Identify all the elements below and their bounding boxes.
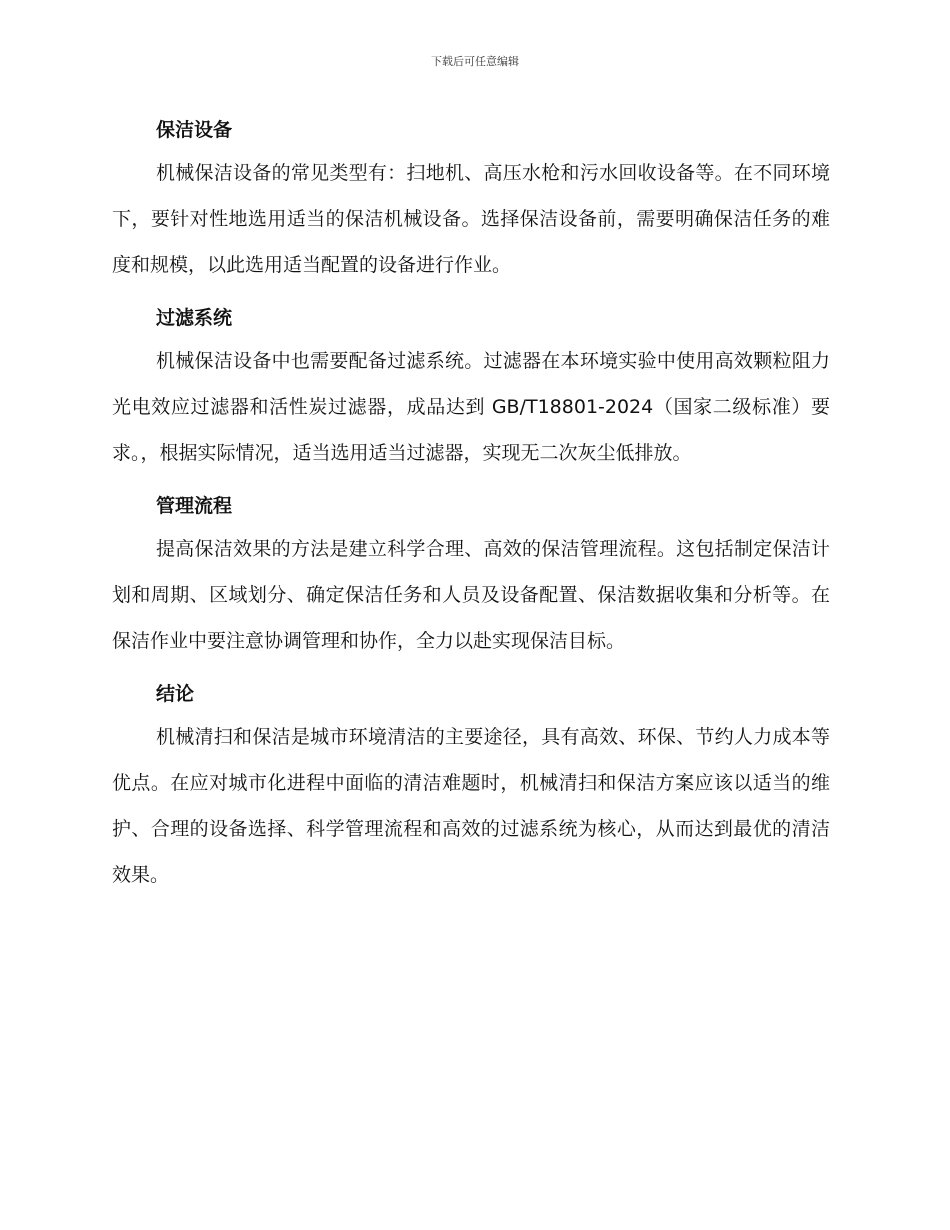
section-paragraph: 提高保洁效果的方法是建立科学合理、高效的保洁管理流程。这包括制定保洁计划和周期、区域划分、确定保洁任务和人员及设备配置、保洁数据收集和分析等。在保洁作业中要注意协调管理和协作，全力以赴实现保洁目标。: [112, 538, 830, 652]
page-header-watermark: 下载后可任意编辑: [431, 55, 519, 68]
section-paragraph: 机械保洁设备的常见类型有：扫地机、高压水枪和污水回收设备等。在不同环境下，要针对性地选用适当的保洁机械设备。选择保洁设备前，需要明确保洁任务的难度和规模，以此选用适当配置的设备进行作业。: [112, 162, 830, 276]
section-heading: 结论: [156, 683, 195, 705]
section-filtration: [112, 298, 830, 476]
section-equipment: [112, 110, 830, 288]
section-heading: 保洁设备: [156, 119, 233, 141]
section-conclusion: [112, 674, 830, 898]
section-heading: 管理流程: [156, 495, 233, 517]
section-paragraph: 机械保洁设备中也需要配备过滤系统。过滤器在本环境实验中使用高效颗粒阻力光电效应过滤器和活性炭过滤器，成品达到 GB/T18801-2024（国家二级标准）要求。，根据实际情况，适当选用适当过滤器，实现无二次灰尘低排放。: [112, 350, 830, 464]
section-heading: 过滤系统: [156, 307, 233, 329]
section-paragraph: 机械清扫和保洁是城市环境清洁的主要途径，具有高效、环保、节约人力成本等优点。在应对城市化进程中面临的清洁难题时，机械清扫和保洁方案应该以适当的维护、合理的设备选择、科学管理流程和高效的过滤系统为核心，从而达到最优的清洁效果。: [112, 726, 830, 886]
document-body: [112, 110, 830, 908]
section-management: [112, 486, 830, 664]
